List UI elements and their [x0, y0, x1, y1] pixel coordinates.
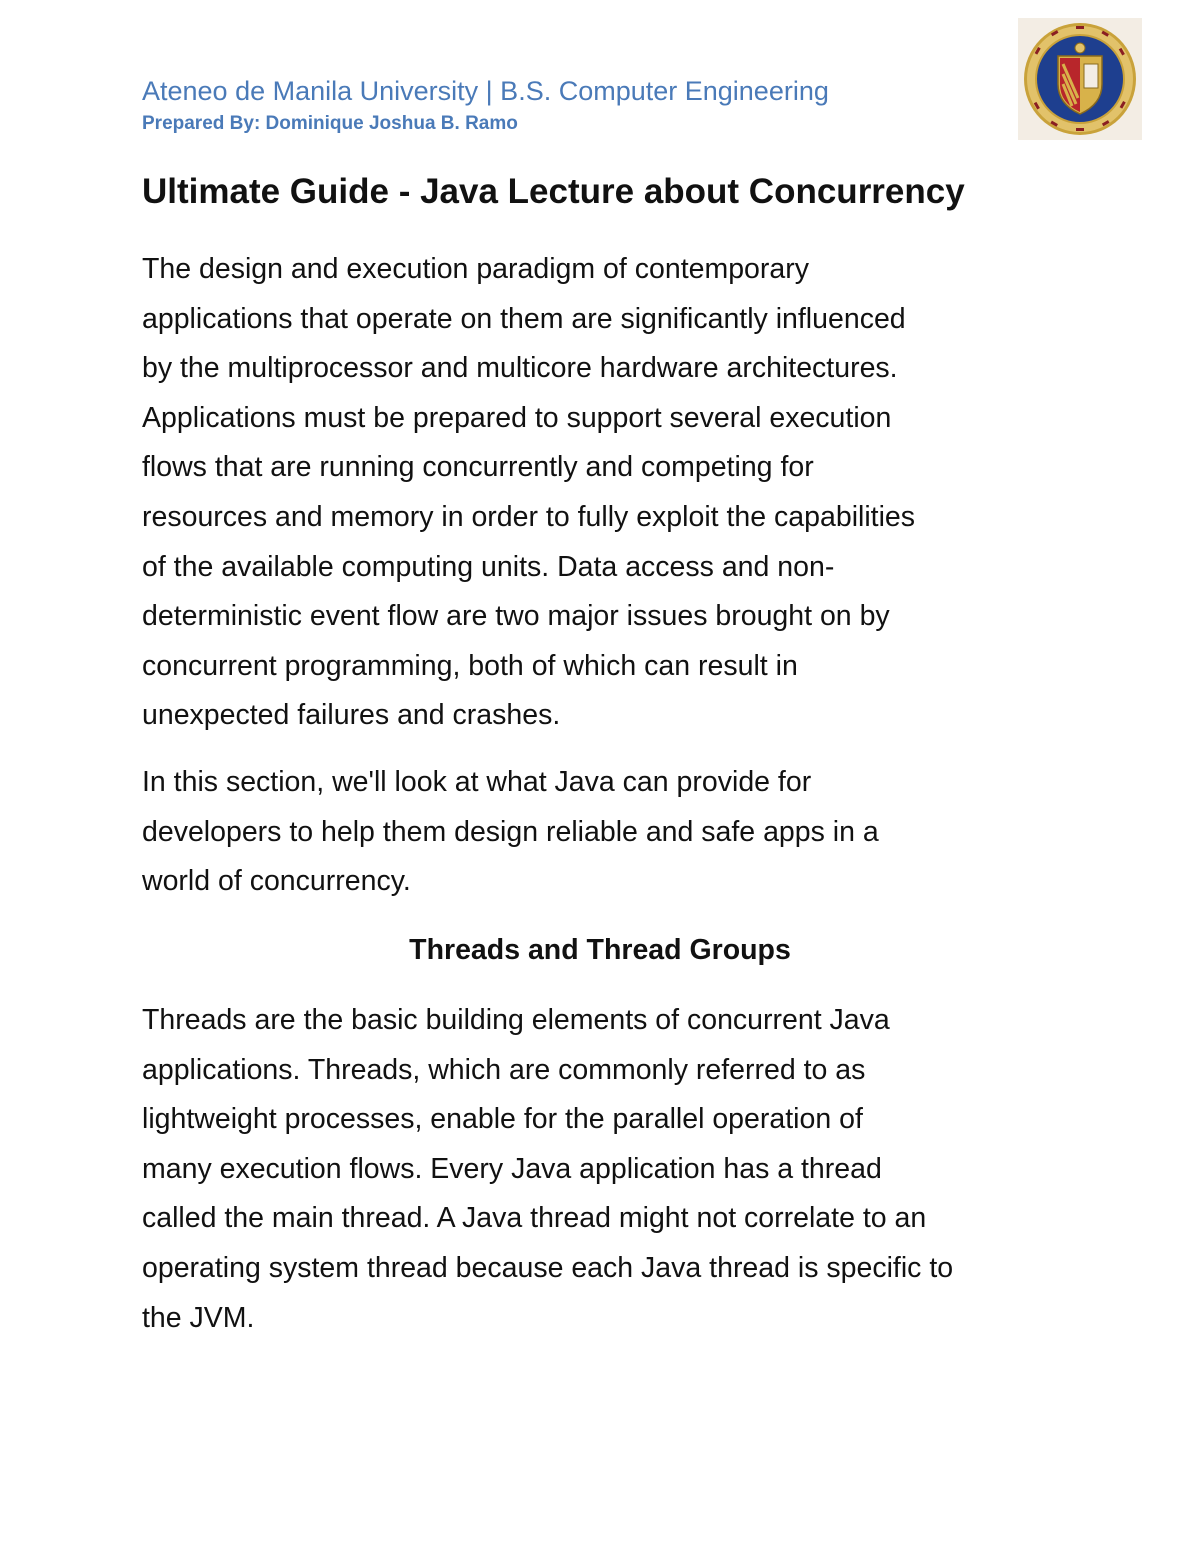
paragraph-line: called the main thread. A Java thread might not correlate to an: [142, 1202, 927, 1235]
paragraph-line: the JVM.: [142, 1301, 255, 1334]
paragraph-line: developers to help them design reliable and safe apps in a: [142, 815, 879, 848]
paragraph-line: Applications must be prepared to support several execution: [142, 401, 892, 434]
paragraph-line: operating system thread because each Java thread is specific to: [142, 1251, 954, 1284]
header-prepared-by: Prepared By: Dominique Joshua B. Ramo: [142, 113, 518, 134]
paragraph-line: unexpected failures and crashes.: [142, 699, 561, 732]
paragraph-line: In this section, we'll look at what Java can provide for: [142, 766, 812, 798]
threads-paragraph: [142, 996, 1082, 1343]
paragraph-line: resources and memory in order to fully exploit the capabilities: [142, 500, 916, 533]
paragraph-line: lightweight processes, enable for the parallel operation of: [142, 1103, 863, 1136]
paragraph-line: applications. Threads, which are commonly referred to as: [142, 1053, 866, 1086]
paragraph-line: by the multiprocessor and multicore hardware architectures.: [142, 352, 898, 385]
paragraph-line: deterministic event flow are two major issues brought on by: [142, 600, 890, 633]
paragraph-line: concurrent programming, both of which can result in: [142, 649, 798, 682]
intro-paragraph: [142, 245, 1082, 741]
university-seal-icon: [1018, 18, 1142, 140]
paragraph-line: many execution flows. Every Java application has a thread: [142, 1152, 882, 1185]
document-title: Ultimate Guide - Java Lecture about Concurrency: [142, 172, 965, 211]
paragraph-line: flows that are running concurrently and competing for: [142, 451, 814, 484]
paragraph-line: world of concurrency.: [142, 865, 411, 898]
paragraph-line: Threads are the basic building elements of concurrent Java: [142, 1004, 890, 1036]
section-heading: Threads and Thread Groups: [409, 934, 791, 966]
header-institution: Ateneo de Manila University | B.S. Computer Engineering: [142, 76, 829, 106]
paragraph-line: applications that operate on them are significantly influenced: [142, 302, 906, 335]
paragraph-line: The design and execution paradigm of contemporary: [142, 253, 809, 285]
paragraph-line: of the available computing units. Data access and non-: [142, 550, 835, 583]
section-intro-paragraph: [142, 758, 1082, 907]
